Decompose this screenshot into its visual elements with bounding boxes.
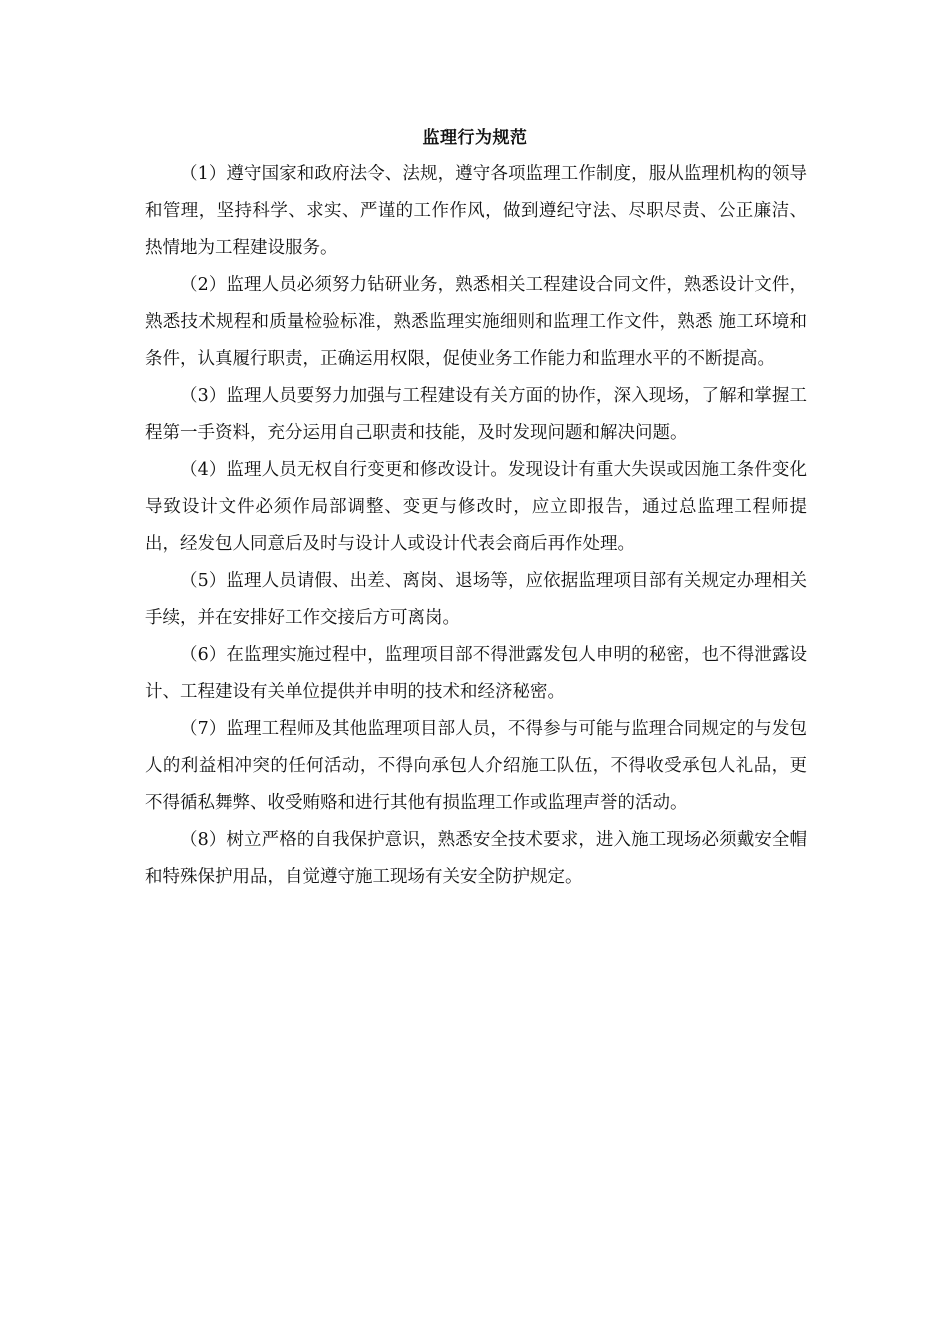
document-title: 监理行为规范 bbox=[422, 128, 528, 148]
paragraph-5: （5）监理人员请假、出差、离岗、退场等，应依据监理项目部有关规定办理相关手续，并在安排好工作交接后方可离岗。 bbox=[145, 571, 807, 628]
document-body bbox=[145, 156, 807, 896]
paragraph-6: （6）在监理实施过程中，监理项目部不得泄露发包人申明的秘密，也不得泄露设计、工程建设有关单位提供并申明的技术和经济秘密。 bbox=[145, 645, 807, 702]
paragraph-1: （1）遵守国家和政府法令、法规，遵守各项监理工作制度，服从监理机构的领导和管理，坚持科学、求实、严谨的工作作风，做到遵纪守法、尽职尽责、公正廉洁、热情地为工程建设服务。 bbox=[145, 164, 807, 258]
paragraph-7: （7）监理工程师及其他监理项目部人员，不得参与可能与监理合同规定的与发包人的利益相冲突的任何活动，不得向承包人介绍施工队伍，不得收受承包人礼品，更不得循私舞弊、收受贿赂和进行其他有损监理工作或监理声誉的活动。 bbox=[145, 719, 807, 813]
paragraph-4: （4）监理人员无权自行变更和修改设计。发现设计有重大失误或因施工条件变化导致设计文件必须作局部调整、变更与修改时，应立即报告，通过总监理工程师提出，经发包人同意后及时与设计人或设计代表会商后再作处理。 bbox=[145, 460, 807, 554]
paragraph-8: （8）树立严格的自我保护意识，熟悉安全技术要求，进入施工现场必须戴安全帽和特殊保护用品，自觉遵守施工现场有关安全防护规定。 bbox=[145, 830, 807, 887]
paragraph-3: （3）监理人员要努力加强与工程建设有关方面的协作，深入现场，了解和掌握工程第一手资料，充分运用自己职责和技能，及时发现问题和解决问题。 bbox=[145, 386, 807, 443]
paragraph-2: （2）监理人员必须努力钻研业务，熟悉相关工程建设合同文件，熟悉设计文件，熟悉技术规程和质量检验标准，熟悉监理实施细则和监理工作文件，熟悉 施工环境和条件，认真履行职责，正确运用权限，促使业务工作能力和监理水平的不断提高。 bbox=[145, 275, 807, 369]
